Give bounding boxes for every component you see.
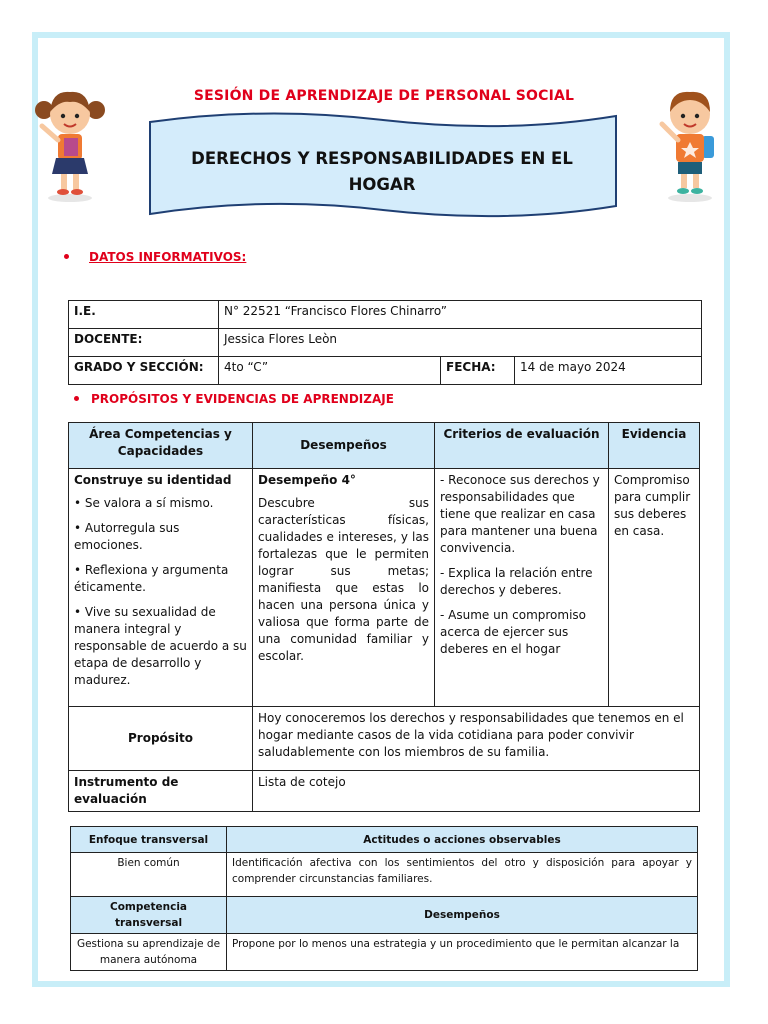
ie-label: I.E. [69, 301, 219, 329]
grado-value: 4to “C” [219, 357, 441, 385]
evidencia-cell [609, 469, 700, 707]
instrumento-label: Instrumento de evaluación [69, 771, 253, 812]
datos-heading: DATOS INFORMATIVOS: [64, 250, 246, 264]
fecha-label: FECHA: [441, 357, 515, 385]
info-table [68, 300, 702, 385]
proposito-text: Hoy conoceremos los derechos y responsabilidades que tenemos en el hogar mediante casos de la vida cotidiana para poder convivir saludablemente con los miembros de su familia. [253, 707, 700, 771]
lesson-title [160, 146, 604, 198]
transversal-table [70, 826, 698, 971]
lesson-title-line1: DERECHOS Y RESPONSABILIDADES EN EL [191, 149, 573, 168]
desempeno-cell [253, 469, 435, 707]
criterios-cell [435, 469, 609, 707]
capacidad-item: • Se valora a sí mismo. [74, 496, 214, 510]
header-area: Área Competencias y Capacidades [69, 423, 253, 469]
evidencia-text: Compromiso para cumplir sus deberes en casa. [614, 473, 691, 538]
header-actitudes: Actitudes o acciones observables [227, 827, 698, 853]
header-evidencia: Evidencia [609, 423, 700, 469]
session-title: SESIÓN DE APRENDIZAJE DE PERSONAL SOCIAL [193, 88, 575, 104]
grado-label: GRADO Y SECCIÓN: [69, 357, 219, 385]
desempeno-title: Desempeño 4° [258, 473, 356, 487]
header-enfoque: Enfoque transversal [71, 827, 227, 853]
bullet-icon [64, 254, 69, 259]
header-competencia: Competencia transversal [71, 897, 227, 934]
instrumento-value: Lista de cotejo [253, 771, 700, 812]
header-desempenos: Desempeños [253, 423, 435, 469]
criterio-item: - Asume un compromiso acerca de ejercer sus deberes en el hogar [440, 608, 586, 656]
docente-label: DOCENTE: [69, 329, 219, 357]
actitud-value: Identificación afectiva con los sentimientos del otro y disposición para apoyar y comprender circunstancias familiares. [227, 853, 698, 897]
competencia-value: Gestiona su aprendizaje de manera autónoma [71, 934, 227, 971]
criterio-item: - Explica la relación entre derechos y deberes. [440, 566, 593, 597]
capacidades-cell [69, 469, 253, 707]
ie-value: N° 22521 “Francisco Flores Chinarro” [219, 301, 702, 329]
desempeno-transversal-value: Propone por lo menos una estrategia y un procedimiento que le permitan alcanzar la [227, 934, 698, 971]
bullet-icon [74, 396, 79, 401]
desempeno-text: Descubre sus características físicas, cualidades e intereses, y las fortalezas que le permiten lograr sus metas; manifiesta que estas lo hacen una persona única y valiosa que forma parte de una comunidad familiar y escolar. [258, 496, 429, 663]
capacidad-item: • Reflexiona y argumenta éticamente. [74, 563, 229, 594]
header-desempenos-transversal: Desempeños [227, 897, 698, 934]
competencia-title: Construye su identidad [74, 473, 232, 487]
lesson-title-line2: HOGAR [348, 175, 416, 194]
enfoque-value: Bien común [71, 853, 227, 897]
docente-value: Jessica Flores Leòn [219, 329, 702, 357]
fecha-value: 14 de mayo 2024 [515, 357, 702, 385]
header-criterios: Criterios de evaluación [435, 423, 609, 469]
learning-table [68, 422, 700, 812]
criterio-item: - Reconoce sus derechos y responsabilidades que tiene que realizar en casa para mantener una buena convivencia. [440, 473, 600, 555]
capacidad-item: • Vive su sexualidad de manera integral y responsable de acuerdo a su etapa de desarrollo y madurez. [74, 605, 247, 687]
propositos-heading: PROPÓSITOS Y EVIDENCIAS DE APRENDIZAJE [74, 392, 394, 406]
capacidad-item: • Autorregula sus emociones. [74, 521, 180, 552]
proposito-label: Propósito [69, 707, 253, 771]
